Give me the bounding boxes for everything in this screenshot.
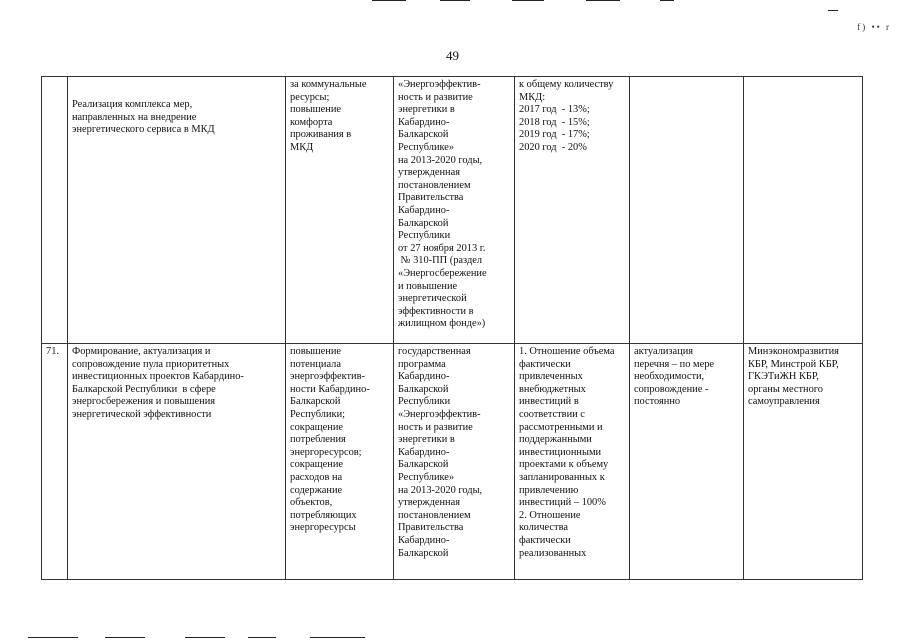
cell-result: за коммунальные ресурсы; повышение комфорта проживания в МКД xyxy=(286,77,394,344)
cell-objective: Формирование, актуализация и сопровождение пула приоритетных инвестиционных проектов Кабардино- Балкарской Республики в сфере энергосбережения и повышения энергетической эффективности xyxy=(68,344,286,580)
cell-timeline: актуализация перечня – по мере необходимости, сопровождение - постоянно xyxy=(630,344,744,580)
measures-table xyxy=(41,76,863,580)
cell-result: повышение потенциала энергоэффектив- ности Кабардино- Балкарской Республики; сокращение потребления энергоресурсов; сокращение расходов на содержание объектов, потребляющих энергоресурсы xyxy=(286,344,394,580)
cell-program: государственная программа Кабардино- Балкарской Республики «Энергоэффектив- ность и развитие энергетики в Кабардино- Балкарской Республике» на 2013-2020 годы, утвержденная постановлением Правительства Кабардино- Балкарской xyxy=(394,344,515,580)
scan-line-top-1 xyxy=(372,0,406,1)
cell-program: «Энергоэффектив- ность и развитие энергетики в Кабардино- Балкарской Республике» на 2013-2020 годы, утвержденная постановлением Правительства Кабардино- Балкарской Республики от 27 ноября 2013 г. № 310-ПП (раздел «Энергосбережение и повышение энергетической эффективности в жилищном фонде») xyxy=(394,77,515,344)
corner-mark: f) •• r xyxy=(857,22,891,32)
cell-indicator: 1. Отношение объема фактически привлеченных внебюджетных инвестиций в соответствии с рассмотренными и поддержанными инвестиционными проектами к объему запланированных к привлечению инвестиций – 100% 2. Отношение количества фактически реализованных xyxy=(515,344,630,580)
scan-line-top-5 xyxy=(660,0,674,1)
cell-timeline xyxy=(630,77,744,344)
table-row-71 xyxy=(42,344,863,580)
cell-num xyxy=(42,77,68,344)
cell-indicator: к общему количеству МКД: 2017 год - 13%; 2018 год - 15%; 2019 год - 17%; 2020 год - 20% xyxy=(515,77,630,344)
cell-num: 71. xyxy=(42,344,68,580)
scan-line-bottom-1 xyxy=(28,637,78,638)
scan-line-right xyxy=(828,10,838,11)
scan-line-bottom-4 xyxy=(248,637,276,638)
scan-line-bottom-5 xyxy=(310,637,365,638)
cell-responsible xyxy=(744,77,863,344)
scan-line-top-3 xyxy=(512,0,544,1)
cell-objective: Реализация комплекса мер, направленных на внедрение энергетического сервиса в МКД xyxy=(68,77,286,344)
table-row-continued xyxy=(42,77,863,344)
scan-line-top-4 xyxy=(586,0,620,1)
cell-responsible: Минэкономразвития КБР, Минстрой КБР, ГКЭТиЖН КБР, органы местного самоуправления xyxy=(744,344,863,580)
scan-line-bottom-3 xyxy=(185,637,225,638)
scan-line-bottom-2 xyxy=(105,637,145,638)
page-number: 49 xyxy=(446,48,459,63)
scan-line-top-2 xyxy=(440,0,470,1)
